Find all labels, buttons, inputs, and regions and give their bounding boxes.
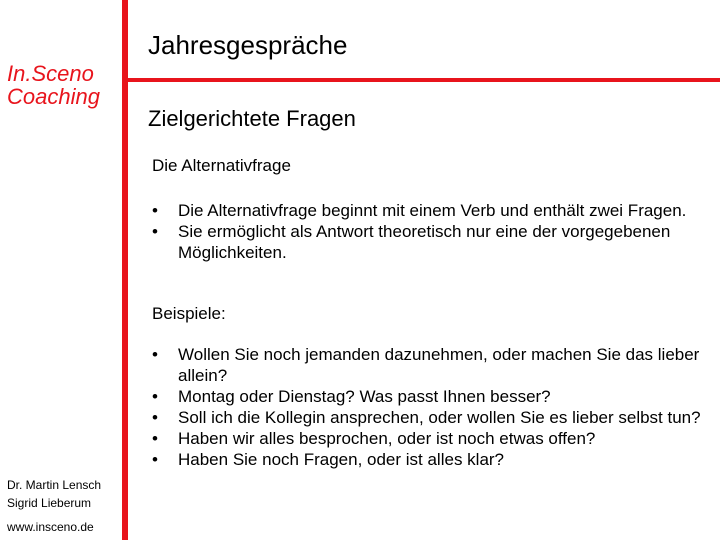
section-heading-beispiele: Beispiele: <box>152 304 226 323</box>
list-item <box>152 221 712 263</box>
brand-line-2: Coaching <box>7 84 100 109</box>
page-subtitle: Zielgerichtete Fragen <box>148 106 356 131</box>
authors <box>7 476 101 512</box>
list-item <box>152 449 712 470</box>
brand-line-1: In.Sceno <box>7 61 94 86</box>
author-2: Sigrid Lieberum <box>7 496 92 510</box>
list-item-text: Die Alternativfrage beginnt mit einem Verb und enthält zwei Fragen. <box>178 201 687 220</box>
list-item-text: Montag oder Dienstag? Was passt Ihnen besser? <box>178 387 551 406</box>
list-item-text: Haben Sie noch Fragen, oder ist alles klar? <box>178 450 505 469</box>
section-heading-alternativfrage: Die Alternativfrage <box>152 156 291 175</box>
bullet-icon: • <box>152 201 158 220</box>
bullet-icon: • <box>152 222 158 241</box>
title-underline <box>128 78 720 82</box>
list-item <box>152 428 712 449</box>
website-url: www.insceno.de <box>7 520 94 534</box>
list-item-text: Sie ermöglicht als Antwort theoretisch nur eine der vorgegebenen Möglichkeiten. <box>178 222 671 262</box>
bullet-icon: • <box>152 429 158 448</box>
list-item <box>152 386 712 407</box>
bullet-icon: • <box>152 408 158 427</box>
bullet-icon: • <box>152 387 158 406</box>
beispiele-list <box>152 344 712 470</box>
list-item-text: Soll ich die Kollegin ansprechen, oder wollen Sie es lieber selbst tun? <box>178 408 701 427</box>
list-item-text: Wollen Sie noch jemanden dazunehmen, oder machen Sie das lieber allein? <box>178 345 700 385</box>
page-title: Jahresgespräche <box>148 30 348 60</box>
list-item <box>152 407 712 428</box>
bullet-icon: • <box>152 450 158 469</box>
bullet-icon: • <box>152 345 158 364</box>
brand-logo <box>7 62 100 108</box>
list-item-text: Haben wir alles besprochen, oder ist noch etwas offen? <box>178 429 596 448</box>
list-item <box>152 200 712 221</box>
list-item <box>152 344 712 386</box>
alternativfrage-list <box>152 200 712 263</box>
author-1: Dr. Martin Lensch <box>7 478 102 492</box>
